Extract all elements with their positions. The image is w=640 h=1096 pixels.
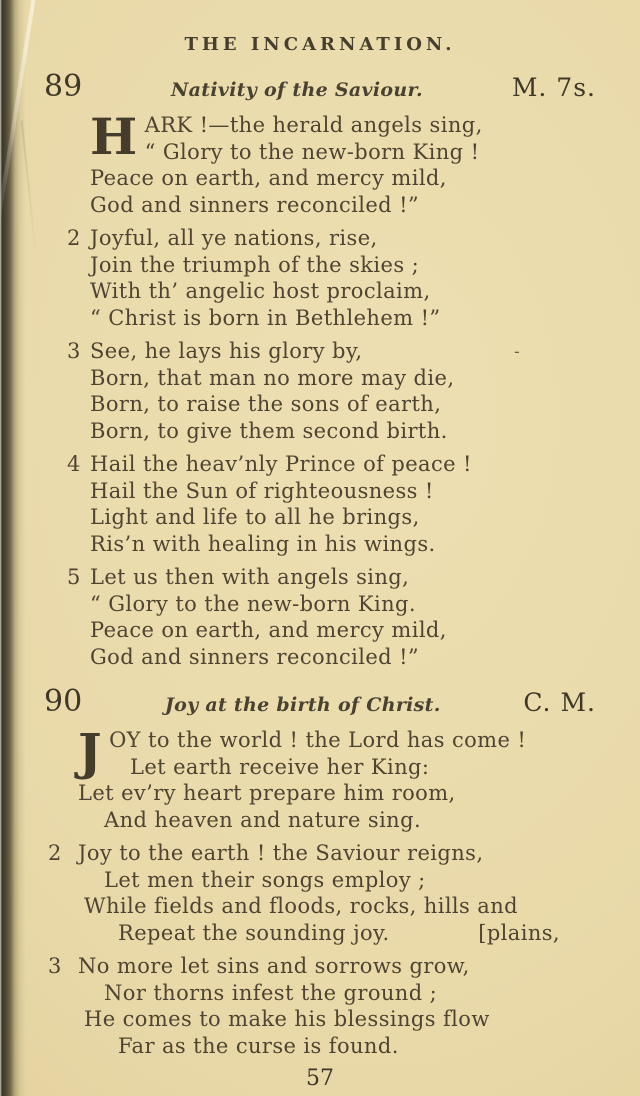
verse-line: Born, to raise the sons of earth,	[90, 392, 442, 416]
turnover-word: [plains,	[478, 920, 560, 945]
hymn-title: Joy at the birth of Christ.	[164, 694, 441, 716]
hymn-meter: C. M.	[523, 688, 596, 717]
verse-line: “ Glory to the new-born King.	[90, 591, 416, 616]
verse-line: Hail the heav’nly Prince of peace !	[90, 452, 472, 476]
verse-line: While fields and floods, rocks, hills and	[84, 894, 518, 918]
stanza-1	[78, 722, 640, 833]
stanza-number: 4	[67, 452, 81, 476]
verse-line: Repeat the sounding joy.	[118, 920, 390, 945]
verse-line: Joyful, all ye nations, rise,	[90, 226, 378, 250]
stanza-number: 5	[67, 565, 81, 589]
stanza-3	[67, 338, 640, 444]
hymn-number: 90	[44, 684, 83, 719]
stanza-number: 3	[67, 339, 81, 363]
verse-line: “ Christ is born in Bethlehem !”	[90, 305, 441, 330]
drop-cap: H	[90, 107, 138, 166]
verse-line: Let ev’ry heart prepare him room,	[78, 781, 456, 805]
hymn-title: Nativity of the Saviour.	[171, 79, 423, 101]
binding-edge	[0, 0, 26, 1096]
verse-line: Born, to give them second birth.	[90, 418, 448, 443]
hymn-meter: M. 7s.	[511, 73, 596, 102]
verse-line: Born, that man no more may die,	[90, 365, 455, 390]
verse-line: Join the triumph of the skies ;	[90, 252, 420, 277]
verse-line: See, he lays his glory by,	[90, 339, 363, 363]
stanza-number: 2	[67, 226, 81, 250]
verse-line-with-turnover	[78, 920, 560, 947]
verse-line: Light and life to all he brings,	[90, 505, 420, 529]
stray-mark: -	[514, 342, 520, 362]
drop-cap: J	[78, 722, 103, 781]
verse-line: Joy to the earth ! the Saviour reigns,	[78, 841, 484, 865]
verse-line: God and sinners reconciled !”	[90, 192, 420, 217]
stanza-5	[67, 564, 640, 670]
verse-line: Nor thorns infest the ground ;	[104, 980, 438, 1005]
stanza-2	[48, 840, 640, 946]
verse-line: Let earth receive her King:	[130, 754, 430, 779]
hymn-89	[0, 69, 640, 670]
verse-line: Let men their songs employ ;	[104, 867, 426, 892]
verse-line: Let us then with angels sing,	[90, 565, 410, 589]
verse-line: Peace on earth, and mercy mild,	[90, 166, 447, 190]
stanza-3	[48, 953, 640, 1059]
hymn-number: 89	[44, 69, 83, 104]
hymn-89-heading	[44, 69, 596, 104]
verse-line: With th’ angelic host proclaim,	[90, 279, 431, 303]
verse-line: ARK !—the herald angels sing,	[144, 113, 483, 137]
stanza-number: 2	[48, 841, 62, 865]
stanza-4	[67, 451, 640, 557]
verse-line: Ris’n with healing in his wings.	[90, 531, 436, 556]
verse-line: No more let sins and sorrows grow,	[78, 954, 470, 978]
verse-line: God and sinners reconciled !”	[90, 644, 420, 669]
verse-line: And heaven and nature sing.	[104, 807, 422, 832]
verse-line: Far as the curse is found.	[118, 1033, 399, 1058]
verse-line: “ Glory to the new-born King !	[144, 139, 480, 164]
page-number: 57	[306, 1066, 334, 1091]
verse-line: OY to the world ! the Lord has come !	[109, 728, 527, 752]
hymn-90-heading	[44, 684, 596, 719]
verse-line: Hail the Sun of righteousness !	[90, 478, 434, 503]
verse-line: He comes to make his blessings flow	[84, 1007, 490, 1031]
verse-line: Peace on earth, and mercy mild,	[90, 618, 447, 642]
stanza-2	[67, 225, 640, 331]
stanza-1	[90, 107, 640, 218]
hymn-90	[0, 684, 640, 1059]
stanza-number: 3	[48, 954, 62, 978]
running-head: THE INCARNATION.	[184, 34, 456, 55]
